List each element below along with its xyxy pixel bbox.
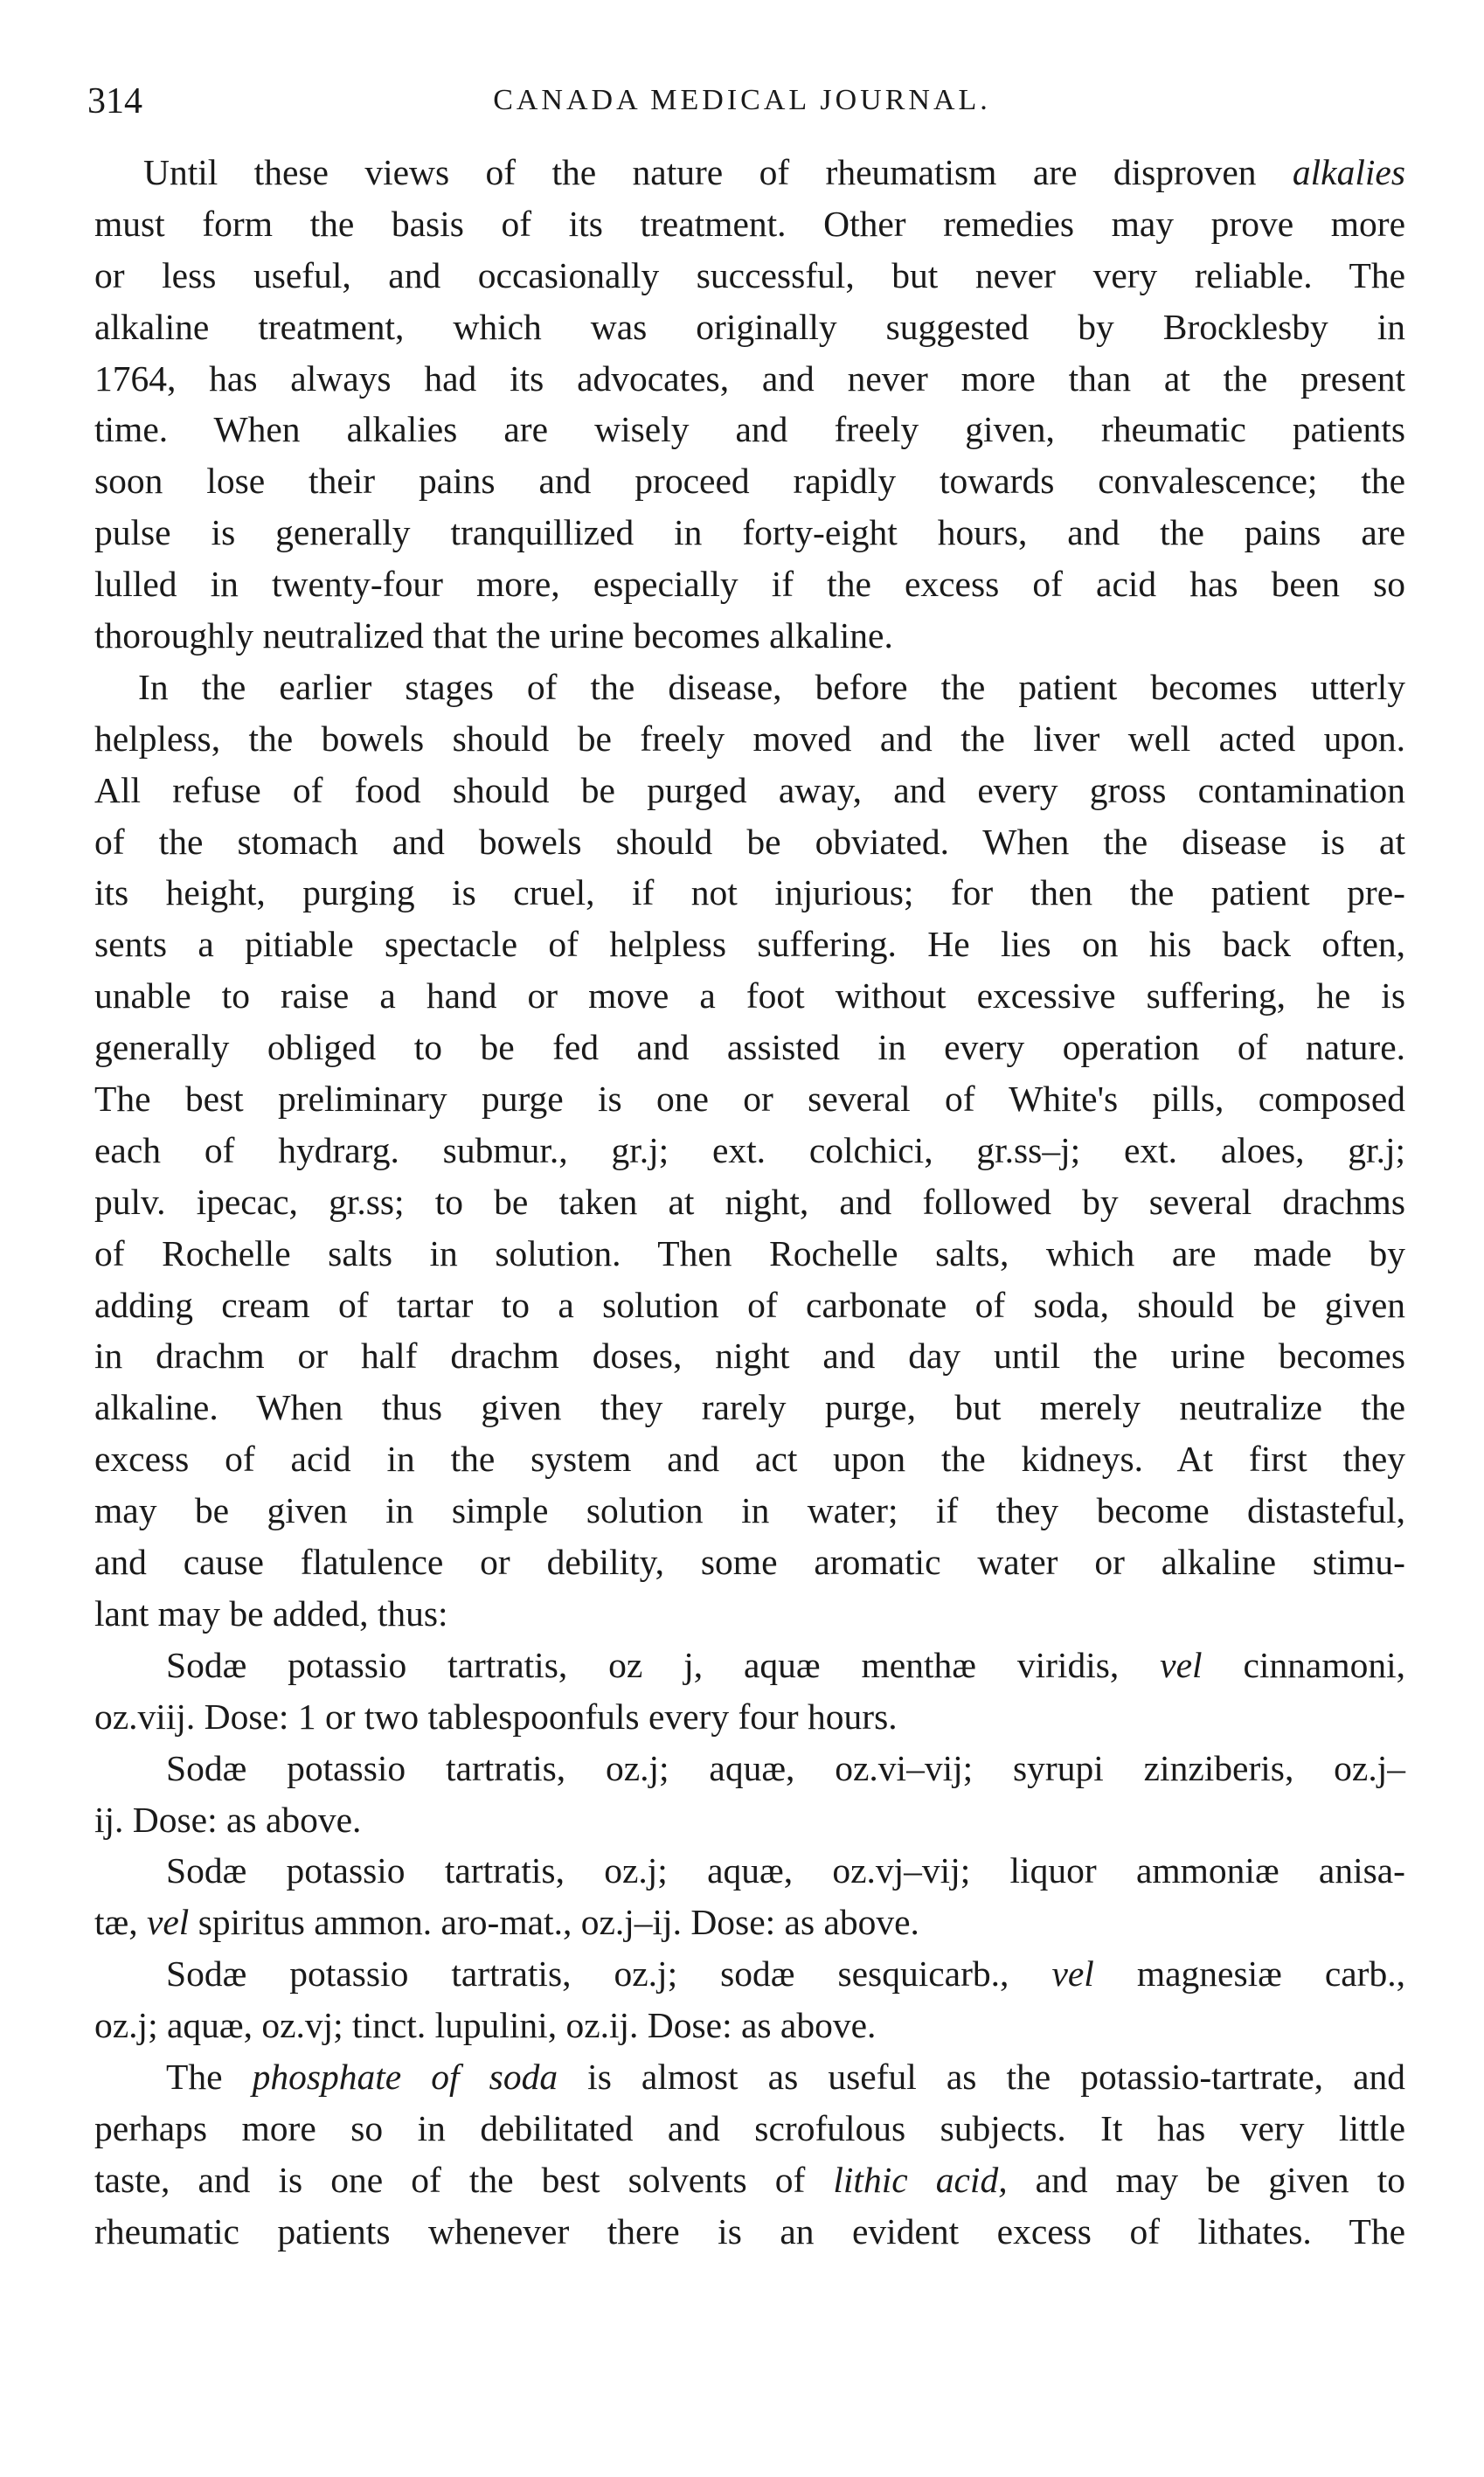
text-line: All refuse of food should be purged away, and every gross contamination: [94, 769, 1405, 810]
text-line: ij. Dose: as above.: [94, 1799, 362, 1840]
text-run: The: [166, 2056, 253, 2097]
text-line: time. When alkalies are wisely and freely given, rheumatic patients: [94, 409, 1405, 450]
running-title: CANADA MEDICAL JOURNAL.: [493, 84, 991, 116]
text-line: lulled in twenty-four more, especially if the excess of acid has been so: [94, 564, 1405, 605]
text-run: tæ,: [94, 1902, 147, 1943]
text-line: and cause flatulence or debility, some aromatic water or alkaline stimu-: [94, 1542, 1405, 1583]
text-line: rheumatic patients whenever there is an evident excess of lithates. The: [94, 2210, 1405, 2252]
text-line: pulse is generally tranquillized in forty-eight hours, and the pains are: [94, 512, 1405, 553]
text-line: excess of acid in the system and act upon the kidneys. At first they: [94, 1439, 1405, 1480]
paragraph-alkaline-treatment: [94, 147, 1405, 662]
text-line: alkaline. When thus given they rarely purge, but merely neutralize the: [94, 1387, 1405, 1428]
text-line: thoroughly neutralized that the urine becomes alkaline.: [94, 615, 893, 656]
text-line: In the earlier stages of the disease, before the patient becomes utterly: [138, 666, 1405, 707]
paragraph-early-stages: [94, 662, 1405, 1640]
text-run: Sodæ potassio tartratis, oz j, aquæ menthæ viridis,: [166, 1644, 1161, 1685]
recipe-2: [94, 1743, 1405, 1846]
text-line: [94, 1640, 1405, 1691]
text-line: sents a pitiable spectacle of helpless suffering. He lies on his back often,: [94, 924, 1405, 965]
text-run: cinnamoni,: [1202, 1644, 1406, 1685]
text-run: and may be given to: [1007, 2159, 1405, 2200]
page-body: [94, 147, 1405, 2258]
recipe-4: [94, 1948, 1405, 2051]
text-run: is almost as useful as the potassio-tartrate, and: [558, 2056, 1406, 2097]
text-line: Sodæ potassio tartratis, oz.j; aquæ, oz.vj–vij; liquor ammoniæ anisa-: [166, 1850, 1405, 1891]
text-line: of Rochelle salts in solution. Then Rochelle salts, which are made by: [94, 1232, 1405, 1273]
text-line: 1764, has always had its advocates, and never more than at the present: [94, 357, 1405, 399]
text-line: adding cream of tartar to a solution of carbonate of soda, should be given: [94, 1284, 1405, 1325]
text-line: lant may be added, thus:: [94, 1592, 448, 1634]
text-line: [94, 2154, 1405, 2206]
page-number: 314: [87, 81, 142, 121]
paragraph-phosphate-of-soda: [94, 2051, 1405, 2258]
italic-term: vel: [146, 1902, 190, 1943]
italic-term: vel: [1160, 1644, 1203, 1685]
text-line: oz.j; aquæ, oz.vj; tinct. lupulini, oz.ij. Dose: as above.: [94, 2005, 877, 2046]
text-run: spiritus ammon. aro-mat., oz.j–ij. Dose: as above.: [189, 1902, 919, 1943]
text-line: in drachm or half drachm doses, night and day until the urine becomes: [94, 1336, 1405, 1377]
text-line: unable to raise a hand or move a foot without excessive suffering, he is: [94, 975, 1405, 1016]
text-line: [94, 1948, 1405, 2000]
text-line: helpless, the bowels should be freely moved and the liver well acted upon.: [94, 718, 1405, 759]
text-line: [94, 147, 1405, 198]
text-line: each of hydrarg. submur., gr.j; ext. colchici, gr.ss–j; ext. aloes, gr.j;: [94, 1129, 1405, 1170]
text-line: may be given in simple solution in water; if they become distasteful,: [94, 1490, 1405, 1531]
text-line: alkaline treatment, which was originally suggested by Brocklesby in: [94, 306, 1405, 347]
text-line: generally obliged to be fed and assisted in every operation of nature.: [94, 1027, 1405, 1068]
text-line: [94, 1897, 1405, 1948]
text-line: perhaps more so in debilitated and scrofulous subjects. It has very little: [94, 2107, 1405, 2148]
text-run: magnesiæ carb.,: [1093, 1953, 1406, 1995]
text-line: or less useful, and occasionally successful, but never very reliable. The: [94, 254, 1405, 295]
recipe-3: [94, 1845, 1405, 1948]
text-line: Sodæ potassio tartratis, oz.j; aquæ, oz.vi–vij; syrupi zinziberis, oz.j–: [166, 1747, 1405, 1788]
text-run: taste, and is one of the best solvents of: [94, 2159, 834, 2200]
recipe-1: [94, 1640, 1405, 1743]
text-run: Until these views of the nature of rheumatism are disproven: [143, 152, 1293, 192]
text-line: of the stomach and bowels should be obviated. When the disease is at: [94, 821, 1405, 862]
text-line: must form the basis of its treatment. Other remedies may prove more: [94, 203, 1405, 244]
page-header: [87, 80, 1397, 133]
italic-term: phosphate of soda: [252, 2056, 558, 2097]
text-line: pulv. ipecac, gr.ss; to be taken at night, and followed by several drachms: [94, 1181, 1405, 1222]
text-line: oz.viij. Dose: 1 or two tablespoonfuls every four hours.: [94, 1696, 898, 1737]
text-run: Sodæ potassio tartratis, oz.j; sodæ sesquicarb.,: [166, 1953, 1052, 1995]
text-line: its height, purging is cruel, if not injurious; for then the patient pre-: [94, 872, 1405, 913]
italic-term: lithic acid,: [833, 2159, 1008, 2200]
text-line: soon lose their pains and proceed rapidly towards convalescence; the: [94, 461, 1405, 502]
italic-term: vel: [1051, 1953, 1094, 1995]
text-line: [94, 2051, 1405, 2103]
italic-term: alkalies: [1292, 152, 1405, 192]
text-line: The best preliminary purge is one or several of White's pills, composed: [94, 1079, 1405, 1120]
